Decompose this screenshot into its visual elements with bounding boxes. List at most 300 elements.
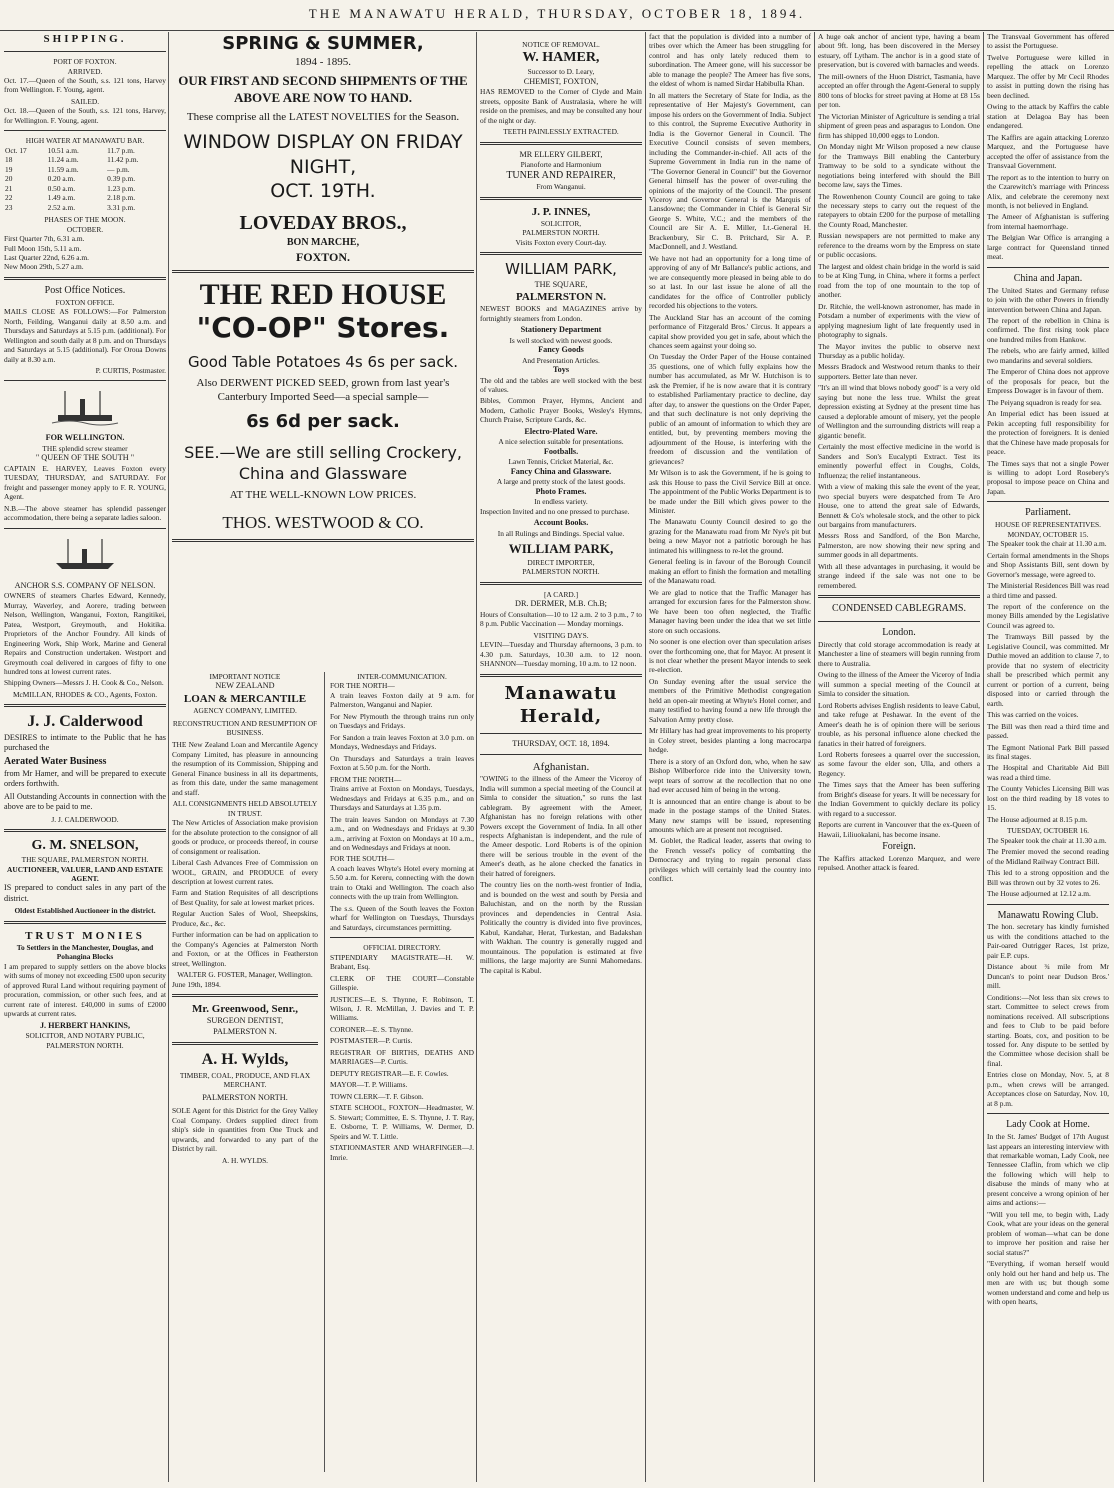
tide-pm: — p.m.	[107, 164, 130, 174]
intercommunication	[330, 672, 474, 1164]
trust-sign: J. HERBERT HANKINS,	[39, 1020, 131, 1030]
moon-heading: PHASES OF THE MOON.	[44, 215, 126, 225]
column-rule	[324, 672, 325, 1472]
wylds-text: SOLE Agent for this District for the Grey Valley Coal Company. Orders supplied direct from ship's side in quantities from One Truck and upwards, and forwarded to any part of the District by rail.	[172, 1106, 318, 1154]
loan-sign: WALTER G. FOSTER, Manager, Wellington.	[177, 970, 313, 980]
park-square: THE SQUARE,	[534, 279, 588, 289]
anchor-text: OWNERS of steamers Charles Edward, Kennedy, Murray, Waverley, and Aorere, trading between Nelson, Wellington, Wanganui, Foxton, Rangitikei, Patea, Westport, Greymouth, and Hokitika. Proprietors of the Anchor Foundry. All kinds of Engineering Work, Ship Work, Marine and General Repairs and Construction undertaken. Westport and Greymouth coal delivered in cargoes of fifty to one hundred tons at lowest current rates.	[4, 591, 166, 676]
price-line: 6s 6d per sack.	[246, 411, 400, 433]
wylds-place: PALMERSTON NORTH.	[202, 1092, 288, 1102]
afghanistan-heading: Afghanistan.	[532, 761, 590, 774]
wellington-ship-name: " QUEEN OF THE SOUTH "	[35, 453, 135, 463]
loan-date: June 19th, 1894.	[172, 979, 221, 989]
divider	[4, 528, 166, 529]
wylds-sub: TIMBER, COAL, PRODUCE, AND FLAX MERCHANT.	[179, 1070, 311, 1090]
inter-item: A train leaves Foxton daily at 9 a.m. for Palmerston, Wanganui and Napier.	[330, 690, 474, 710]
moon-line: Full Moon 15th, 5.11 a.m.	[4, 243, 82, 253]
inter-item: For Sandon a train leaves Foxton at 3.0 p.m. on Mondays, Wednesdays and Fridays.	[330, 732, 474, 752]
tide-date: 23	[5, 202, 13, 212]
sailed-text: Oct. 18.—Queen of the South, s.s. 121 tons, Harvey, for Wellington. F. Young, agent.	[4, 106, 166, 125]
divider	[480, 674, 642, 677]
cable-paragraph: Directly that cold storage accommodation is ready at Manchester a line of steamers will begin running from there to Australia.	[818, 639, 980, 668]
article-paragraph: The rebels, who are fairly armed, killed two mandarins and several soldiers.	[987, 346, 1109, 365]
article-paragraph: Certainly the most effective medicine in the world is Sanders and Son's Eucalypti Extract. Test its eminently powerful effect in Coughs, Colds, Influenza; the relief instantaneous.	[818, 442, 980, 480]
dermer-text: Hours of Consultation—10 to 12 a.m. 2 to 3 p.m., 7 to 8 p.m. Public Vaccination — Monday mornings.	[480, 609, 642, 629]
column-rule	[168, 32, 169, 1482]
article-paragraph: The mill-owners of the Huon District, Tasmania, have accepted an offer through the Agent-General to supply 800 tons of blocks for street paving at Home at £8 15s per ton.	[818, 71, 980, 110]
divider	[480, 754, 642, 755]
divider	[172, 539, 474, 542]
gilbert-sub2: TUNER AND REPAIRER,	[506, 169, 616, 181]
calderwood-text3: All Outstanding Accounts in connection with the above are to be paid to me.	[4, 791, 166, 812]
official-item: REGISTRAR OF BIRTHS, DEATHS AND MARRIAGES—P. Curtis.	[330, 1047, 474, 1067]
park2-place: PALMERSTON NORTH.	[522, 567, 600, 577]
inter-north: FOR THE NORTH—	[330, 681, 395, 691]
spring-summer-text: OUR FIRST AND SECOND SHIPMENTS OF THE ABOVE ARE NOW TO HAND.	[178, 73, 468, 105]
park2-heading: WILLIAM PARK,	[508, 541, 614, 557]
article-paragraph: The Speaker took the chair at 11.30 a.m.	[987, 539, 1107, 549]
article-paragraph: The Mayor invites the public to observe next Thursday as a public holiday.	[818, 341, 980, 360]
tide-pm: 2.18 p.m.	[107, 193, 136, 203]
stationery-heading: Stationery Department	[520, 325, 602, 335]
column-2	[172, 32, 474, 1482]
wellington-text: CAPTAIN E. HARVEY, Leaves Foxton every TUESDAY, THURSDAY, and SATURDAY. For freight and passenger money apply to F. R. YOUNG, Agent.	[4, 463, 166, 502]
parliament-heading: Parliament.	[1025, 507, 1071, 519]
column-5	[818, 32, 980, 1482]
trust-heading: TRUST MONIES	[25, 929, 145, 942]
tide-am: 0.50 a.m.	[47, 183, 76, 193]
photo-heading: Photo Frames.	[535, 486, 587, 496]
table-row	[4, 184, 166, 193]
gilbert-from: From Wanganui.	[536, 182, 586, 192]
divider	[480, 582, 642, 585]
loan-text5: Regular Auction Sales of Wool, Sheepskins, Produce, &c., &c.	[172, 909, 318, 928]
stationery-text: Is well stocked with newest goods.	[509, 335, 613, 345]
article-paragraph: No sooner is one election over than speculation arises over the forthcoming one, that for Mayor. At present it is not clear whether the present Mayor intends to seek re-election.	[649, 637, 811, 675]
article-paragraph: Conditions:—Not less than six crews to start. Committee to select crews from nominations received. All subscriptions and fees to Club to be paid before starting. Boats, cox, and position to be tossed for. Any dispute to be settled by the Committee whose decision shall be final.	[987, 992, 1109, 1068]
article-paragraph: The Egmont National Park Bill passed its final stages.	[987, 742, 1109, 761]
official-item: STIPENDIARY MAGISTRATE—H. W. Brabant, Esq.	[330, 952, 474, 972]
article-paragraph: Certain formal amendments in the Shops and Shop Assistants Bill, sent down by Governor's message, were agreed to.	[987, 550, 1109, 579]
snelson-sub: THE SQUARE, PALMERSTON NORTH.	[21, 855, 149, 865]
article-paragraph: With a view of making this sale the event of the year, two special buyers were despatched from Te Aro House, one to attend the great sale of Edwards, Bennett & Co's wholesale stock, and the other to pick out bargains from manufacturers.	[818, 482, 980, 529]
article-paragraph: This was carried on the voices.	[987, 710, 1079, 720]
cable-paragraph: Owing to the illness of the Ameer the Viceroy of India will summon a special meeting of the Council at Simla to consider the situation.	[818, 670, 980, 699]
innes-visit: Visits Foxton every Court-day.	[515, 237, 607, 247]
article-paragraph: The County Vehicles Licensing Bill was lost on the third reading by 18 votes to 15.	[987, 784, 1109, 813]
article-paragraph: The Tramways Bill passed by the Legislative Council, was committed. Mr Duthie moved an addition to clause 7, to provide that no system of electricity shall be prescribed which permit any current or portion of a current, being disposed into or carried through the earth.	[987, 632, 1109, 708]
article-paragraph: M. Goblet, the Radical leader, asserts that owing to the French vessel's policy of combatting the Democracy and trying to regain personal class privileges which will certainly lead the country into conflict.	[649, 836, 811, 884]
calderwood-text: DESIRES to intimate to the Public that he has purchased the	[4, 732, 166, 753]
article-paragraph: The Victorian Minister of Agriculture is sending a trial shipment of green peas and asparagus to London. One firm has shipped 10,000 eggs to London.	[818, 111, 980, 140]
divider	[4, 829, 166, 832]
trust-text: I am prepared to supply settlers on the above blocks with sums of money not exceeding £500 upon security of approved Rural Land without requiring payment of procuration, commission, or other such fees, and at current rate of interest. £40,000 in sums of £2000 upwards at current rates.	[4, 961, 166, 1019]
article-paragraph: The Ameer of Afghanistan is suffering from internal haemorrhage.	[987, 212, 1109, 231]
loveday-foxton: FOXTON.	[295, 249, 351, 264]
derwent-line: Also DERWENT PICKED SEED, grown from last year's Canterbury Imported Seed—a special sample—	[196, 376, 450, 403]
spring-summer-years: 1894 - 1895.	[295, 56, 351, 69]
article-paragraph: Messrs Bradock and Westwood return thanks to their supporters. Better late than never.	[818, 362, 980, 381]
calderwood-sign: J. J. CALDERWOOD.	[51, 814, 119, 824]
park2-sub: DIRECT IMPORTER,	[527, 557, 595, 567]
loan-text: THE New Zealand Loan and Mercantile Agency Company Limited, has pleasure in announcing the resumption of its Commission, Shipping and General Finance business in all its departments, as from this date, under the same management and staff.	[172, 740, 318, 797]
innes-heading: J. P. INNES,	[531, 205, 591, 218]
low-prices-line: AT THE WELL-KNOWN LOW PRICES.	[229, 489, 417, 502]
loveday-bon: BON MARCHE,	[286, 236, 360, 248]
official-item: CORONER—E. S. Thynne.	[330, 1024, 414, 1034]
red-house-heading: THE RED HOUSE	[199, 278, 447, 312]
wellington-nb: N.B.—The above steamer has splendid passenger accommodation, there being a separate ladies saloon.	[4, 503, 166, 523]
inter-item: The train leaves Sandon on Mondays at 7.30 a.m., and on Wednesdays and Fridays at 9.30 a.m., arriving at Foxton on Mondays at 10 a.m., and on Wednesdays and Fridays at noon.	[330, 814, 474, 852]
inter-heading: INTER-COMMUNICATION.	[357, 672, 447, 681]
divider	[4, 380, 166, 381]
post-office-text: MAILS CLOSE AS FOLLOWS:—For Palmerston North, Feilding, Wanganui daily at 8.50 a.m. and Thursdays and Saturdays at 5.15 p.m. (additional). For Wellington and south daily at 8 p.m. and on Thursdays and Saturdays at 5.15 (additional). For Oroua Downs daily at 8.30 a.m.	[4, 307, 166, 364]
parliament-day: MONDAY, OCTOBER 15.	[1007, 529, 1089, 539]
electro-text: A nice selection suitable for presentations.	[498, 437, 624, 447]
moon-line: New Moon 29th, 5.27 a.m.	[4, 262, 84, 272]
divider	[480, 197, 642, 200]
foreign-heading: Foreign.	[882, 841, 916, 853]
article-paragraph: The Belgian War Office is arranging a large contract for Queensland tinned meat.	[987, 233, 1109, 262]
masthead: Manawatu Herald,	[504, 682, 618, 727]
loan-agency: AGENCY COMPANY, LIMITED.	[193, 706, 297, 716]
see-line: SEE.—We are still selling Crockery, China and Glassware	[184, 443, 462, 483]
toys-text: The old and the tables are well stocked with the best of values.	[480, 375, 642, 395]
account-heading: Account Books.	[533, 518, 589, 528]
article-paragraph: This led to a strong opposition and the Bill was thrown out by 32 votes to 26.	[987, 868, 1109, 887]
account-text: In all Rulings and Bindings. Special value.	[497, 528, 625, 538]
article-paragraph: Dr. Ritchie, the well-known astronomer, has made in Potsdam a number of experiments with the view of applying magnesium light of late frequently used in photography to signals.	[818, 301, 980, 340]
article-paragraph: The Rowenhenon County Council are going to take the necessary steps to carry out the request of the ratepayers to obtain £200 for the purpose of metalling the County Road, Manchester.	[818, 191, 980, 229]
hamer-sub: Successor to D. Leary,	[527, 67, 595, 77]
inter-item: A coach leaves Whyte's Hotel every morning at 5.50 a.m. for Kereru, connecting with the down train to Otaki and Wellington. The coach also connects with the up train from Wellington.	[330, 863, 474, 902]
official-item: MAYOR—T. P. Williams.	[330, 1080, 408, 1090]
article-paragraph: The Emperor of China does not approve of the proposals for peace, but the Empress Dowager is in favour of them.	[987, 367, 1109, 396]
column-rule	[814, 32, 815, 1482]
greenwood-heading: Mr. Greenwood, Senr.,	[192, 1003, 298, 1016]
loan-title2: LOAN & MERCANTILE	[183, 692, 307, 705]
article-paragraph: An Imperial edict has been issued at Pekin accepting full responsibility for the protection of foreigners. It is denied that the Chinese have made proposals for peace.	[987, 409, 1109, 457]
tide-pm: 11.7 p.m.	[107, 145, 135, 155]
lady-cook-heading: Lady Cook at Home.	[1006, 1119, 1090, 1131]
parliament-sub: HOUSE OF REPRESENTATIVES.	[995, 520, 1101, 530]
column-rule	[476, 32, 477, 1482]
article-paragraph: The Speaker took the chair at 11.30 a.m.	[987, 835, 1107, 845]
divider	[4, 704, 166, 707]
divider	[818, 621, 980, 622]
article-paragraph: Entries close on Monday, Nov. 5, at 8 p.m., when crews will be arranged. Acceptances close on Saturday, Nov. 10, at 8 p.m.	[987, 1070, 1109, 1108]
article-paragraph: We are glad to notice that the Traffic Manager has arranged for excursion fares for the Palmerston show. We have been too often neglected, the Traffic Manager having been under the idea that we set little store on such occasions.	[649, 587, 811, 635]
divider	[480, 252, 642, 255]
sailed-label: SAILED.	[70, 96, 100, 106]
hamer-chemist: CHEMIST, FOXTON,	[523, 76, 599, 86]
inter-item: Trains arrive at Foxton on Mondays, Tuesdays, Wednesdays and Fridays at 6.35 p.m., and on Thursdays and Saturdays at 1.35 p.m.	[330, 784, 474, 813]
article-paragraph: The report of the conference on the money Bills amended by the Legislative Council was agreed to.	[987, 601, 1109, 630]
article-paragraph: The Auckland Star has an account of the coming performance of Fitzgerald Bros.' Circus. It appears a capital show provided you get in safe, about which the chances seem against your doing so.	[649, 312, 811, 350]
spring-summer-text2: These comprise all the LATEST NOVELTIES for the Season.	[186, 111, 460, 124]
anchor-heading: ANCHOR S.S. COMPANY OF NELSON.	[14, 580, 156, 590]
port-heading: PORT OF FOXTON.	[53, 57, 117, 67]
tide-date: 21	[5, 183, 13, 193]
calderwood-heading: J. J. Calderwood	[27, 713, 143, 731]
window-date: OCT. 19TH.	[270, 180, 376, 203]
moon-line: First Quarter 7th, 6.31 a.m.	[4, 234, 85, 244]
article-paragraph: The Transvaal Government has offered to assist the Portuguese.	[987, 32, 1109, 51]
inter-south: FOR THE SOUTH—	[330, 854, 395, 864]
table-row	[4, 165, 166, 174]
article-paragraph: Twelve Portuguese were killed in repelling the attack on Lorenzo Marquez. The offer by Mr Cecil Rhodes to assist in putting down the rising has been declined.	[987, 52, 1109, 100]
article-paragraph: The United States and Germany refuse to join with the other Powers in friendly intervention between China and Japan.	[987, 285, 1109, 314]
tide-pm: 11.42 p.m.	[107, 155, 139, 165]
tide-am: 0.20 a.m.	[47, 174, 76, 184]
china-heading: Fancy China and Glassware.	[510, 466, 612, 476]
article-paragraph: "Everything, if woman herself would only hold out her hand and help us. The men are with us; but though some women understand and come and help us with open hearts,	[987, 1259, 1109, 1307]
table-row	[4, 146, 166, 155]
official-heading: OFFICIAL DIRECTORY.	[363, 943, 441, 953]
article-paragraph: The House adjourned at 8.15 p.m.	[987, 814, 1088, 824]
article-paragraph: fact that the population is divided into a number of tribes over which the Ameer has been struggling for control and has only lately reduced them to subordination. The Ameer gone, will his successor be able to manage the people? The Ameer has five sons, the eldest of whom is named Sirdar Habibulla Khan.	[649, 32, 811, 89]
snelson-text: IS prepared to conduct sales in any part of the district.	[4, 883, 166, 903]
article-paragraph: The House adjourned at 12.12 a.m.	[987, 889, 1091, 899]
article-paragraph: Mr Hillary has had great improvements to his property in Coley street, besides planting a long macrocarpa hedge.	[649, 726, 811, 755]
divider	[480, 733, 642, 734]
snelson-sub2: AUCTIONEER, VALUER, LAND AND ESTATE AGENT.	[7, 864, 163, 883]
china-text: A large and pretty stock of the latest goods.	[496, 477, 626, 487]
anchor-agent: McMILLAN, RHODES & CO., Agents, Foxton.	[12, 689, 158, 699]
visiting-heading: VISITING DAYS.	[533, 630, 589, 640]
parliament-day: TUESDAY, OCTOBER 16.	[1007, 826, 1089, 836]
official-item: TOWN CLERK—T. F. Gibson.	[330, 1091, 424, 1101]
article-paragraph: The Peiyang squadron is ready for sea.	[987, 397, 1102, 407]
article-paragraph: The Kaffirs are again attacking Lorenzo Marquez, and the Portuguese have accepted the offer of assistance from the Transvaal Government.	[987, 132, 1109, 171]
loveday-heading: LOVEDAY BROS.,	[239, 212, 407, 235]
article-paragraph: In the St. James' Budget of 17th August last appears an interesting interview with that remarkable woman, Lady Cook, nee Tennessee Claflin, from which we clip the following which will help to disabuse the minds of many who at present conceive a wrong opinion of her aims and actions:—	[987, 1132, 1109, 1208]
cable-paragraph: The Kaffirs attacked Lorenzo Marquez, and were repulsed. Another attack is feared.	[818, 854, 980, 873]
divider	[987, 267, 1109, 268]
shipping-heading: SHIPPING.	[43, 33, 127, 45]
article-paragraph: "Will you tell me, to begin with, Lady Cook, what are your ideas on the general problem of woman—what can be done to improve her position and raise her social status?"	[987, 1209, 1109, 1257]
innes-place: PALMERSTON NORTH.	[522, 228, 600, 238]
column-1	[4, 32, 166, 1482]
official-item: POSTMASTER—P. Curtis.	[330, 1036, 413, 1046]
header-title: THE MANAWATU HERALD, THURSDAY, OCTOBER 18, 1894.	[308, 6, 806, 21]
loan-notice: IMPORTANT NOTICE	[209, 672, 281, 681]
loan-title: NEW ZEALAND	[215, 681, 275, 691]
cable-paragraph: Reports are current in Vancouver that the ex-Queen of Hawaii, Liliuokalani, has become insane.	[818, 820, 980, 839]
trust-sub: To Settlers in the Manchester, Douglas, and Pohangina Blocks	[16, 943, 154, 962]
loan-text3: Liberal Cash Advances Free of Commission on WOOL, GRAIN, and PRODUCE of every description at lowest current rates.	[172, 858, 318, 887]
post-office-sub: FOXTON OFFICE.	[55, 297, 115, 307]
toys-heading: Toys	[552, 365, 570, 375]
park-heading: WILLIAM PARK,	[505, 260, 617, 279]
article-paragraph: It is announced that an entire change is about to be made in the postage stamps of the United States. Many new stamps will be issued, representing amounts which are at present not recognised.	[649, 796, 811, 834]
tide-am: 11.59 a.m.	[47, 164, 79, 174]
fancy-heading: Fancy Goods	[538, 345, 584, 355]
table-row	[4, 174, 166, 183]
divider	[987, 1113, 1109, 1114]
coop-heading: "CO-OP" Stores.	[196, 311, 450, 345]
card-label: [A CARD.]	[543, 589, 579, 599]
article-paragraph: With all these advantages in purchasing, it would be strange indeed if the sale was not one to be remembered.	[818, 561, 980, 590]
article-paragraph: There is a story of an Oxford don, who, when he saw Bishop Wilberforce ride into the University town, wept tears of sorrow at the recollection that no one had ever accused him of being in the wrong.	[649, 756, 811, 795]
article-paragraph: The report of the rebellion in China is confirmed. The first rising took place one hundred miles from Hankow.	[987, 315, 1109, 344]
tide-am: 11.24 a.m.	[47, 155, 79, 165]
article-paragraph: The Times says that not a single Power is willing to adopt Lord Rosebery's proposal to impose peace on China and Japan.	[987, 458, 1109, 496]
official-item: STATIONMASTER AND WHARFINGER—J. Imrie.	[330, 1143, 474, 1162]
article-paragraph: On Tuesday the Order Paper of the House contained 35 questions, one of which fully explains how the number has accumulated, as Mr W. Hutchison is to ask the Premier, if he is now aware that it is contrary to established Parliamentary practice to decline, day after day, to answer the questions on the Order Paper, and that such declinature is not only depriving the public of an amount of information to which they are entitled, but, by preventing members moving the adjournment of the House, is interfering with the freedom of discussion and the ventilation of grievances?	[649, 352, 811, 466]
wylds-heading: A. H. Wylds,	[201, 1051, 289, 1069]
article-paragraph: Mr Wilson is to ask the Government, if he is going to ask this House to pass the Civil Service Bill at once. The appointment of the Public Works Department is to be made under the Bill which gives power to the Minister.	[649, 468, 811, 515]
divider	[818, 595, 980, 598]
inspect-text: Inspection Invited and no one pressed to purchase.	[480, 506, 630, 516]
tide-date: Oct. 17	[5, 145, 27, 155]
page-header	[0, 0, 1114, 31]
park-text: NEWEST BOOKS and MAGAZINES arrive by fortnightly steamers from London.	[480, 304, 642, 323]
article-paragraph: In all matters the Secretary of State for India, as the representative of Her Majesty's Government, can impose his orders on the Government of India. Subject to this control, the Supreme Executive Authority in India is the Governor General in Council. The Executive Council consists of seven members, including the Commander-in-chief. All acts of the Supreme Government in India run in the name of "The Governor General in Council" but the Governor General himself has the power of over-ruling the opinions of the majority of the Council. The present Viceroy and Governor General is the Marquis of Lansdowne; the Commander in Chief is General Sir George S. White, V.C.; and the members of the Council are Sir A. E. Miller, Lt.-General H. Brackenbury, Sir C. B. Pritchard, Sir A. P. MacDonnell, and J. Westland.	[649, 90, 811, 252]
loan-ad	[172, 672, 318, 1165]
fancy-text: And Presentation Articles.	[522, 355, 600, 365]
gilbert-heading: MR ELLERY GILBERT,	[519, 149, 603, 159]
wylds-sign: A. H. WYLDS.	[221, 1155, 269, 1165]
westwood-heading: THOS. WESTWOOD & CO.	[222, 513, 424, 533]
potatoes-line: Good Table Potatoes 4s 6s per sack.	[187, 352, 459, 371]
greenwood-sub: SURGEON DENTIST,	[206, 1016, 284, 1026]
tide-date: 20	[5, 174, 13, 184]
trust-sign2: SOLICITOR, AND NOTARY PUBLIC, PALMERSTON NORTH.	[25, 1031, 145, 1050]
steamship-icon	[50, 535, 120, 575]
inter-item: The s.s. Queen of the South leaves the Foxton wharf for Wellington on Tuesdays, Thursdays and Saturdays, circumstances permitting.	[330, 903, 474, 932]
tide-table	[4, 146, 166, 212]
photo-text: In endless variety.	[534, 497, 588, 507]
steamship-icon	[50, 387, 120, 427]
table-row	[4, 155, 166, 164]
tide-date: 22	[5, 193, 13, 203]
divider	[4, 51, 166, 52]
tide-am: 1.49 a.m.	[47, 193, 76, 203]
article-paragraph: The report as to the intention to hurry on the Czarewitch's marriage with Princess Alix, and celebrate the ceremony next month, is not believed in England.	[987, 172, 1109, 210]
cable-paragraph: Lord Roberts advises English residents to leave Cabul, and take refuge at Peshawar. In the event of the Ameer's death he is of opinion there will be serious trouble, as his personal influence alone checked the fanatics in their hatred of foreigners.	[818, 700, 980, 748]
table-row	[4, 193, 166, 202]
removal-heading: NOTICE OF REMOVAL.	[522, 40, 600, 49]
tide-am: 2.52 a.m.	[47, 202, 76, 212]
afghanistan-text: "OWING to the illness of the Ameer the Viceroy of India will summon a special meeting of the Council at Simla to consider the situation," so runs the last cablegram. By agreement with the Ameer, Afghanistan has no foreign relations with other Powers except the Government of India. In all other respects Afghanistan is independent, and the rule of the Ameer despotic. Lord Roberts is of the opinion there will be serious trouble in the event of the Ameer's death, as he alone checked the fanatics in their hatred of foreigners.	[480, 774, 642, 878]
snelson-text2: Oldest Established Auctioneer in the district.	[14, 906, 156, 916]
article-paragraph: "It's an ill wind that blows nobody good" is a very old saying but none the less true. Whilst the great depression existing at Sydney at the present time has caused a deplorable amount of misery, yet the people of Wellington and the surrounding districts will reap a gigantic benefit.	[818, 383, 980, 440]
column-3	[480, 32, 642, 1482]
calderwood-business: Aerated Water Business	[4, 755, 107, 767]
article-paragraph: On Monday night Mr Wilson proposed a new clause for the Tramways Bill enabling the Canterbury Tramway to be sold to a syndicate without the negotiations being interfered with should the Bill become law, says the Times.	[818, 142, 980, 190]
snelson-heading: G. M. SNELSON,	[31, 838, 139, 854]
article-paragraph: General feeling is in favour of the Borough Council making an effort to finish the formation and metalling of the Manawatu road.	[649, 557, 811, 586]
article-paragraph: The Ministerial Residences Bill was read a third time and passed.	[987, 581, 1109, 600]
post-office-sign: P. CURTIS, Postmaster.	[95, 366, 166, 375]
article-paragraph: Owing to the attack by Kaffirs the cable station at Delagoa Bay has been endangered.	[987, 102, 1109, 131]
spring-summer-heading: SPRING & SUMMER,	[222, 33, 424, 54]
divider	[987, 501, 1109, 502]
loan-reconstruction: RECONSTRUCTION AND RESUMPTION OF BUSINESS.	[172, 718, 318, 737]
afghanistan-text2: The country lies on the north-west frontier of India, and is bounded on the west and south by Persia and Baluchistan, and on the north by the Russian provinces and dependencies in Central Asia. Politically the country is divided into five provinces, Kabul, Kandahar, Herat, Turkestan, and Badakshan with Wakhan. The country is generally rugged and mountainous. The population is estimated at five millions, the large majority are Sunni Mahomedans. The capital is Kabul.	[480, 880, 642, 975]
tide-pm: 1.23 p.m.	[107, 183, 136, 193]
article-paragraph: The largest and oldest chain bridge in the world is said to be at King Tung, in China, where it forms a perfect road from the top of one mountain to the top of another.	[818, 261, 980, 300]
official-item: JUSTICES—E. S. Thynne, F. Robinson, T. Wilson, J. R. McMillan, J. Davies and T. P. Williams.	[330, 994, 474, 1023]
article-paragraph: The Manawatu County Council desired to go the grazing for the Manawatu road from Mr Nye's pit but being a new Mayor not a patriotic borough he has intimated his willingness to re-let the ground.	[649, 517, 811, 555]
cable-paragraph: The Times says that the Ameer has been suffering from Bright's disease for years. It will be necessary for the Indian Government to quickly declare its policy with regard to a successor.	[818, 780, 980, 818]
tide-am: 10.51 a.m.	[47, 145, 79, 155]
divider	[4, 921, 166, 924]
article-paragraph: The Bill was then read a third time and passed.	[987, 721, 1109, 741]
divider	[330, 937, 474, 938]
article-paragraph: A huge oak anchor of ancient type, having a beam about 9ft. long, has been discovered in the Mersey estuary, off Lytham. The anchor is in a good state of preservation, but is covered with barnacles and weeds.	[818, 32, 980, 70]
divider	[4, 130, 166, 131]
inter-item: On Thursdays and Saturdays a train leaves Foxton at 5.50 p.m. for the North.	[330, 753, 474, 773]
tide-pm: 0.39 p.m.	[107, 174, 136, 184]
article-paragraph: Distance about ¾ mile from Mr Duncan's to point near Dudson Bros.' mill.	[987, 962, 1109, 991]
high-water-heading: HIGH WATER AT MANAWATU BAR.	[25, 136, 145, 146]
london-heading: London.	[882, 627, 916, 639]
moon-month: OCTOBER.	[66, 224, 104, 234]
electro-heading: Electro-Plated Ware.	[524, 426, 598, 436]
divider	[987, 904, 1109, 905]
loan-text4: Farm and Station Requisites of all descriptions of Best Quality, for sale at lowest market prices.	[172, 888, 318, 907]
footballs-heading: Footballs.	[543, 446, 579, 456]
column-4	[649, 32, 811, 1482]
hamer-text: HAS REMOVED to the Corner of Clyde and Main streets, opposite Bank of Australasia, where he will reside on the premises, and may be consulted any hour of the night or day.	[480, 87, 642, 125]
column-6	[987, 32, 1109, 1482]
park-place: PALMERSTON N.	[515, 291, 607, 304]
tide-date: 18	[5, 155, 13, 165]
rowing-heading: Manawatu Rowing Club.	[997, 909, 1099, 921]
hamer-heading: W. HAMER,	[522, 50, 600, 66]
greenwood-place: PALMERSTON N.	[213, 1026, 277, 1036]
article-paragraph: The Hospital and Charitable Aid Bill was read a third time.	[987, 763, 1109, 782]
post-office-heading: Post Office Notices.	[44, 284, 126, 296]
wellington-heading: FOR WELLINGTON.	[45, 433, 125, 443]
article-paragraph: Russian newspapers are not permitted to make any reference to the dreams worn by the Empress on state or public occasions.	[818, 231, 980, 260]
china-japan-heading: China and Japan.	[1013, 272, 1083, 284]
arrived-text: Oct. 17.—Queen of the South, s.s. 121 tons, Harvey from Wellington. F. Young, agent.	[4, 76, 166, 95]
divider	[4, 277, 166, 280]
loan-consign: ALL CONSIGNMENTS HELD ABSOLUTELY IN TRUST.	[172, 799, 318, 818]
divider	[172, 270, 474, 273]
window-display: WINDOW DISPLAY ON FRIDAY NIGHT,	[183, 131, 463, 178]
innes-sub: SOLICITOR,	[540, 219, 582, 228]
tide-date: 19	[5, 164, 13, 174]
inter-item: For New Plymouth the through trains run only on Tuesdays and Fridays.	[330, 711, 474, 731]
article-paragraph: The hon. secretary has kindly furnished us with the conditions attached to the Pair-oared Outrigger Races, 1st prize, pair E.P. cups.	[987, 922, 1109, 960]
divider	[172, 1042, 318, 1045]
official-item: CLERK OF THE COURT—Constable Gillespie.	[330, 973, 474, 993]
teeth-line: TEETH PAINLESSLY EXTRACTED.	[503, 127, 619, 137]
tide-pm: 3.31 p.m.	[107, 202, 136, 212]
divider	[480, 142, 642, 145]
column-rule	[983, 32, 984, 1482]
article-paragraph: We have not had an opportunity for a long time of approving of any of Mr Ballance's public actions, and we are consequently more pleased in being able to do so at last. In our last issue he alone of all the candidates for the office of Controller publicly recorded his objections to the voters.	[649, 253, 811, 311]
article-paragraph: On Sunday evening after the usual service the members of the Primitive Methodist congregation held an open-air meeting at Whyte's Hotel corner, and many testified to having found a new life through the Salvation Army pretty close.	[649, 676, 811, 724]
cablegrams-heading: CONDENSED CABLEGRAMS.	[832, 603, 966, 615]
calderwood-text2: from Mr Hamer, and will be prepared to execute orders forthwith.	[4, 768, 166, 789]
cable-paragraph: Lord Roberts foresees a quarrel over the succession, as some favour the elder son, Ulla, and others a Regency.	[818, 750, 980, 778]
footballs-text: Lawn Tennis, Cricket Material, &c.	[508, 457, 614, 467]
loan-text6: Further information can be had on application to the Company's Agencies at Palmerston North and Foxton, or at the Offices in Featherston street, Wellington.	[172, 930, 318, 968]
table-row	[4, 203, 166, 212]
moon-line: Last Quarter 22nd, 6.26 a.m.	[4, 252, 89, 262]
gilbert-sub: Pianoforte and Harmonium	[520, 160, 602, 170]
inter-from: FROM THE NORTH—	[330, 774, 402, 784]
issue-date: THURSDAY, OCT. 18, 1894.	[512, 738, 610, 748]
official-item: STATE SCHOOL, FOXTON—Headmaster, W. S. Stewart; Committee, E. S. Thynne, J. T. Ray, E. Osborne, T. P. Williams, W. Dermer, D. Speirs and W. T. Little.	[330, 1103, 474, 1141]
arrived-label: ARRIVED.	[67, 66, 103, 76]
column-rule	[645, 32, 646, 1482]
